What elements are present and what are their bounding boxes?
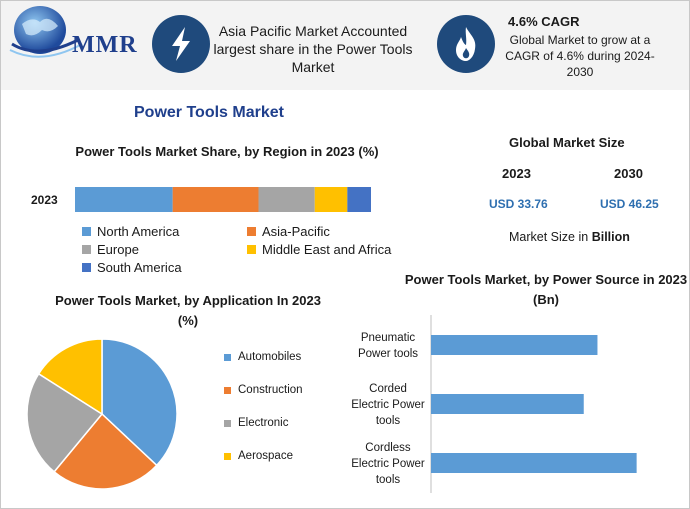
category-label: Electric Power	[351, 458, 425, 470]
note-unit: Billion	[591, 230, 630, 244]
legend-label: Middle East and Africa	[262, 242, 392, 257]
category-label: Electric Power	[351, 399, 425, 411]
logo-text: MMR	[72, 32, 138, 58]
stat1-text: Asia Pacific Market Accounted largest share in the Power Tools Market	[213, 23, 413, 75]
note-prefix: Market Size in	[509, 230, 589, 244]
application-chart-title: Power Tools Market, by Application In 2023 (%)	[55, 293, 321, 328]
legend-label: Europe	[97, 242, 139, 257]
cagr-title: 4.6% CAGR	[508, 14, 580, 29]
category-label: 2023	[31, 193, 58, 207]
legend-label: Aerospace	[238, 450, 293, 462]
legend-label: Construction	[238, 384, 303, 396]
category-label: Corded	[369, 383, 407, 395]
value-2023: USD 33.76	[489, 197, 548, 211]
category-label: Pneumatic	[360, 332, 416, 344]
category-label: Power tools	[357, 348, 419, 360]
category-label: tools	[375, 415, 401, 427]
year-2023: 2023	[502, 166, 531, 181]
global-market-title: Global Market Size	[509, 135, 625, 150]
region-chart-title: Power Tools Market Share, by Region in 2023 (%)	[75, 144, 379, 159]
cagr-description: Global Market to grow at a CAGR of 4.6% during 2024-2030	[505, 33, 655, 79]
legend-label: North America	[97, 224, 180, 239]
legend-label: Automobiles	[238, 351, 302, 363]
power-source-chart-title: Power Tools Market, by Power Source in 2023 (Bn)	[404, 272, 688, 307]
category-label: Cordless	[365, 442, 411, 454]
value-2030: USD 46.25	[600, 197, 659, 211]
legend-label: South America	[97, 260, 182, 275]
year-2030: 2030	[614, 166, 643, 181]
legend-label: Asia-Pacific	[262, 224, 330, 239]
legend-label: Electronic	[238, 417, 289, 429]
category-label: tools	[375, 474, 401, 486]
page-title: Power Tools Market	[134, 104, 284, 121]
